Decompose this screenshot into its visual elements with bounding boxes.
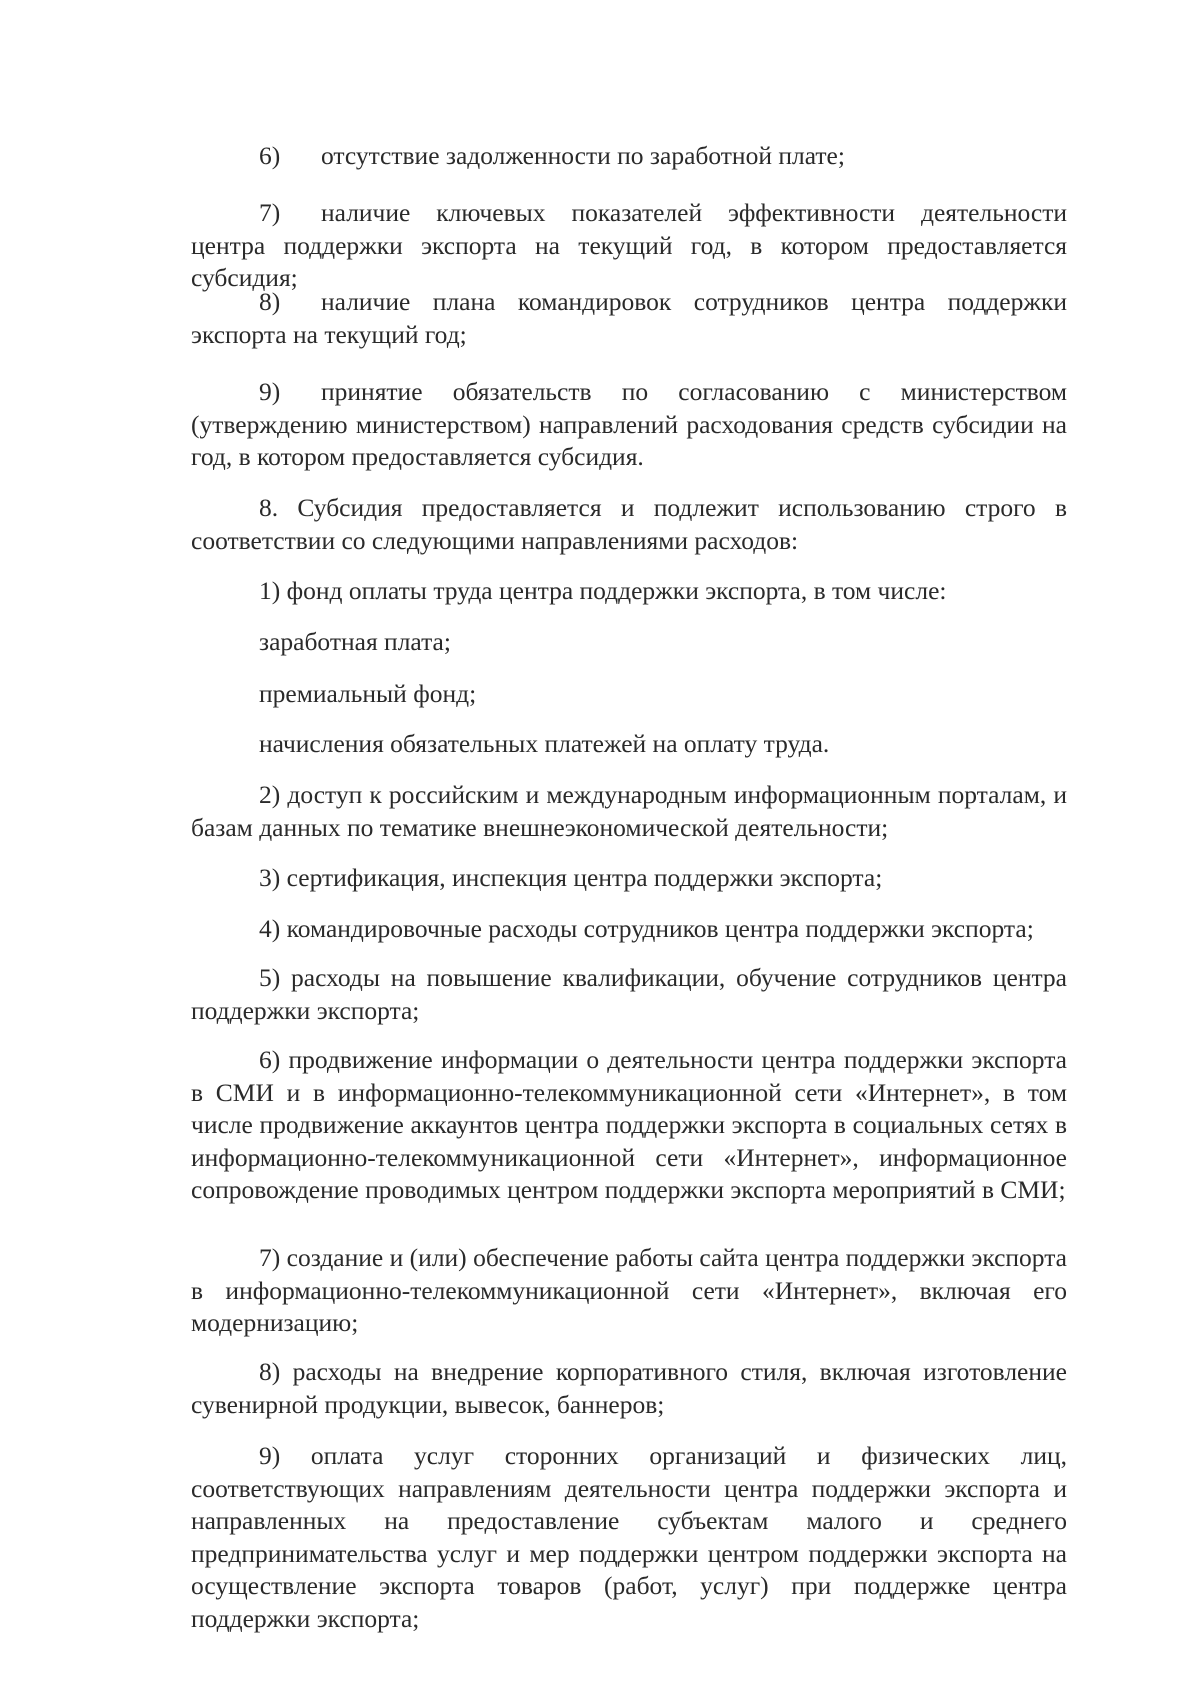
paragraph: 9) оплата услуг сторонних организаций и физических лиц, соответствующих направлениям деятельности центра поддержки экспорта и направленных на предоставление субъектам малого и среднего предпринимательства услуг и мер поддержки центром поддержки экспорта на осуществление экспорта товаров (работ, услуг) при поддержке центра поддержки экспорта; [191,1441,1067,1633]
item-text: принятие обязательств по согласованию с министерством (утверждению министерством) направлений расходования средств субсидии на год, в котором предоставляется субсидия. [191,377,1067,471]
list-item [191,197,1067,295]
item-number: 8) [259,287,281,316]
paragraph: заработная плата; [259,627,451,656]
paragraph: 4) командировочные расходы сотрудников центра поддержки экспорта; [259,914,1034,943]
paragraph: 2) доступ к российским и международным информационным порталам, и базам данных по тематике внешнеэкономической деятельности; [191,780,1067,842]
item-number: 7) [259,198,281,227]
list-item [191,286,1067,351]
list-item [191,376,1067,474]
paragraph: 5) расходы на повышение квалификации, обучение сотрудников центра поддержки экспорта; [191,963,1067,1025]
item-text: наличие плана командировок сотрудников центра поддержки экспорта на текущий год; [191,287,1067,349]
item-number: 9) [259,377,281,406]
item-text: наличие ключевых показателей эффективности деятельности центра поддержки экспорта на текущий год, в котором предоставляется субсидия; [191,198,1067,292]
item-text: отсутствие задолженности по заработной плате; [321,141,845,170]
paragraph: 7) создание и (или) обеспечение работы сайта центра поддержки экспорта в информационно-телекоммуникационной сети «Интернет», включая его модернизацию; [191,1243,1067,1337]
paragraph: 6) продвижение информации о деятельности центра поддержки экспорта в СМИ и в информационно-телекоммуникационной сети «Интернет», в том числе продвижение аккаунтов центра поддержки экспорта в социальных сетях в информационно-телекоммуникационной сети «Интернет», информационное сопровождение проводимых центром поддержки экспорта мероприятий в СМИ; [191,1045,1067,1204]
paragraph: начисления обязательных платежей на оплату труда. [259,729,830,758]
paragraph: премиальный фонд; [259,679,477,708]
list-item [191,140,1067,173]
paragraph: 1) фонд оплаты труда центра поддержки экспорта, в том числе: [259,576,947,605]
paragraph: 8. Субсидия предоставляется и подлежит использованию строго в соответствии со следующими направлениями расходов: [191,493,1067,555]
paragraph: 3) сертификация, инспекция центра поддержки экспорта; [259,863,883,892]
item-number: 6) [259,141,281,170]
paragraph: 8) расходы на внедрение корпоративного стиля, включая изготовление сувенирной продукции, вывесок, баннеров; [191,1357,1067,1419]
